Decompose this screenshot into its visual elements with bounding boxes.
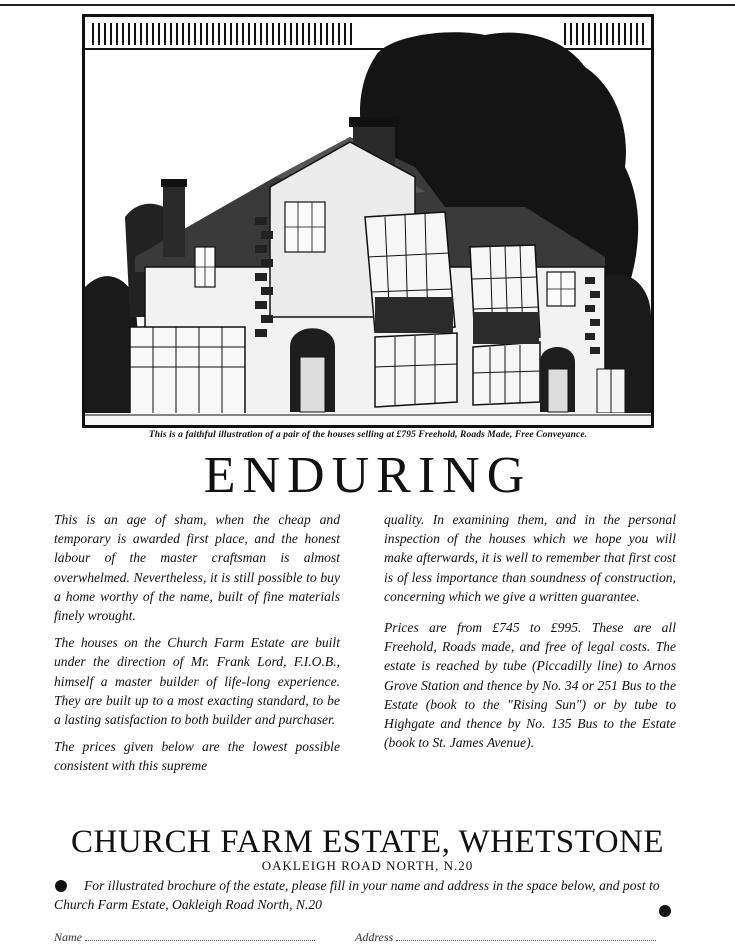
right-paragraph-2: Prices are from £745 to £995. These are all Freehold, Roads made, and free of legal costs. The estate is reached by tube (Piccadilly line) to Arnos Grove Station and thence by No. 34 or 251 Bus to the Estate (book to the "Rising Sun") or by tube to Highgate and thence by No. 135 Bus to the Estate (book to St. James Avenue). (384, 620, 676, 751)
address-field[interactable] (355, 930, 656, 945)
illustration-caption: This is a faithful illustration of a pair of the houses selling at £795 Freehold, Roads Made, Free Conveyance. (148, 430, 588, 440)
name-label: Name (54, 930, 82, 944)
right-column (384, 510, 676, 764)
left-column (54, 510, 340, 784)
left-paragraph-1: This is an age of sham, when the cheap and temporary is awarded first place, and the honest labour of the master craftsman is almost overwhelmed. Nevertheless, it is still possible to buy a home worthy of the name, built of fine materials finely wrought. (54, 512, 340, 624)
name-field[interactable] (54, 930, 315, 945)
left-paragraph-2: The houses on the Church Farm Estate are built under the direction of Mr. Frank Lord, F.I.O.B., himself a master builder of life-long experience. They are built up to a most exacting standard, to be a lasting satisfaction to both builder and purchaser. (54, 635, 340, 728)
scan-edge-line (0, 4, 735, 6)
brochure-instructions (54, 876, 676, 914)
right-paragraph-1: quality. In examining them, and in the personal inspection of the houses which we hope you will make afterwards, it is well to remember that first cost is of less importance than soundness of construction, concerning which we give a written guarantee. (384, 512, 676, 604)
left-paragraph-3: The prices given below are the lowest possible consistent with this supreme (54, 739, 340, 774)
house-illustration (82, 14, 654, 428)
headline: ENDURING (203, 447, 532, 504)
estate-name: CHURCH FARM ESTATE, WHETSTONE (70, 824, 665, 860)
brochure-text: For illustrated brochure of the estate, please fill in your name and address in the space below, and post to Church Farm Estate, Oakleigh Road North, N.20 (54, 878, 660, 912)
address-label: Address (355, 930, 394, 944)
estate-address: OAKLEIGH ROAD NORTH, N.20 (261, 858, 474, 873)
house-engraving-icon (85, 17, 651, 425)
name-input-line[interactable] (85, 930, 315, 941)
address-input-line[interactable] (396, 930, 656, 941)
filled-circle-icon (659, 905, 671, 917)
